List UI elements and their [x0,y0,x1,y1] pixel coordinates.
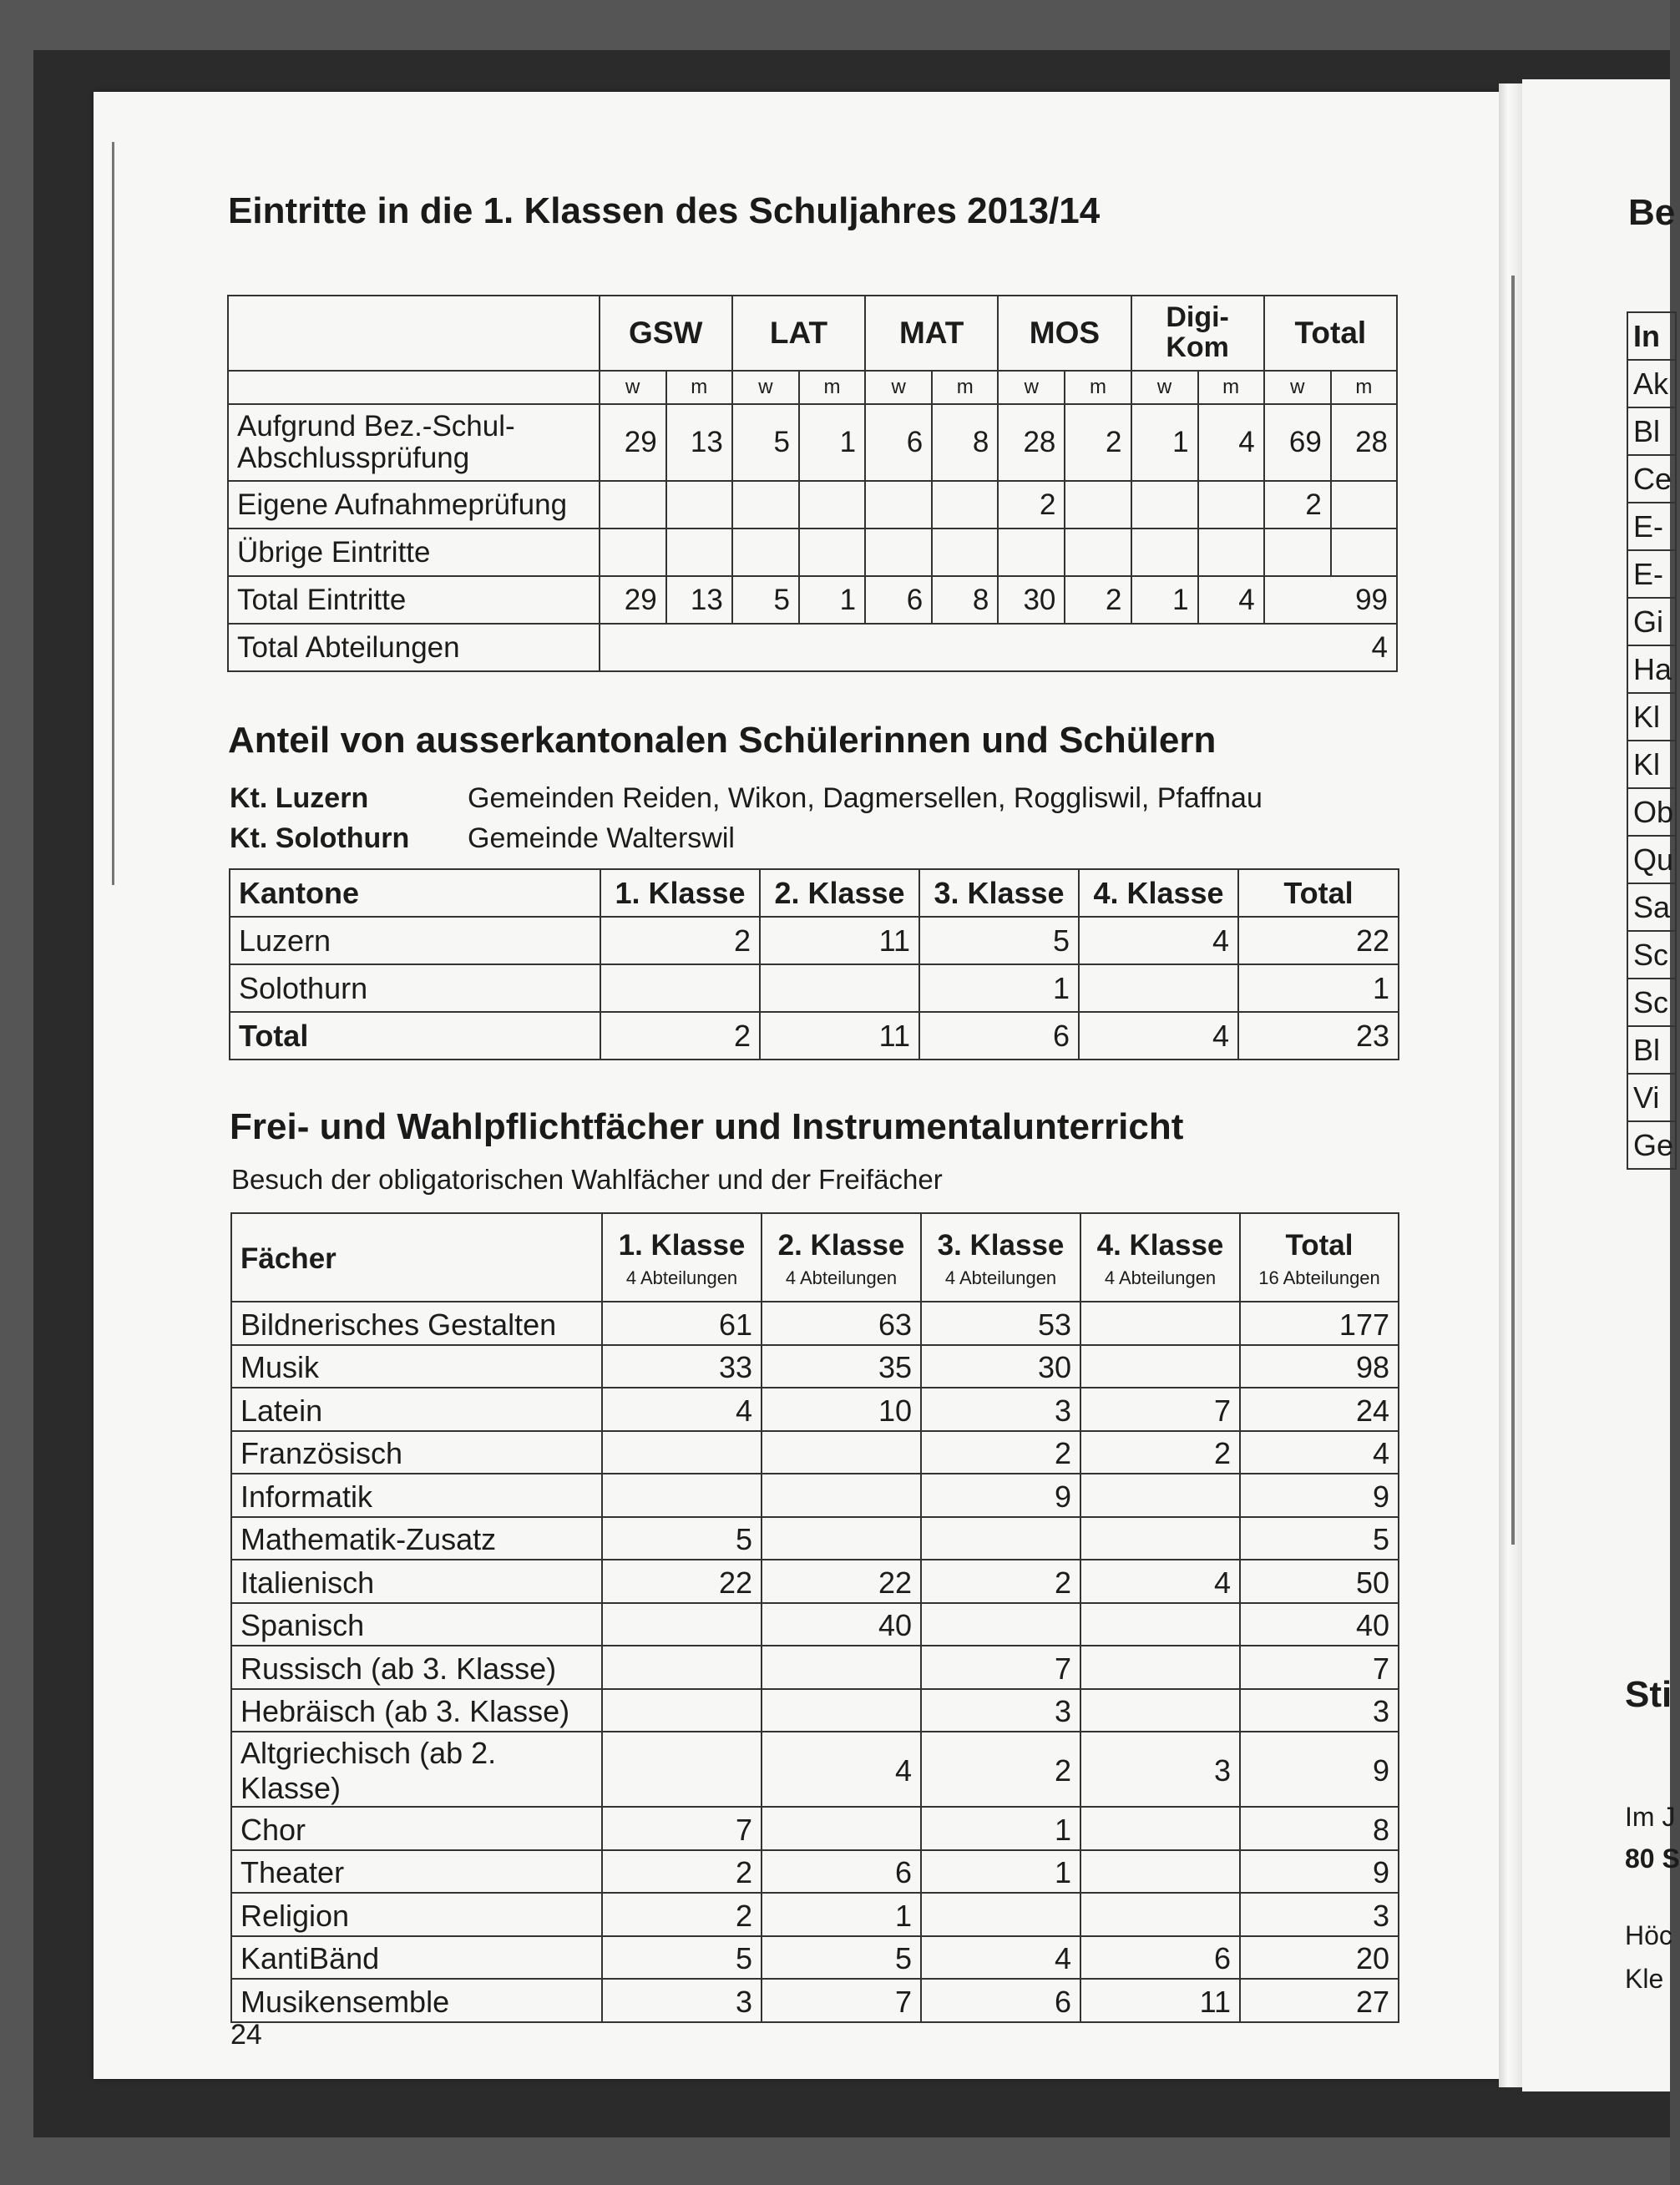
cell: 22 [762,1560,921,1603]
table-row [230,964,1399,1012]
cell: 6 [1080,1936,1240,1980]
cell: 53 [921,1302,1080,1345]
row-label: Chor [231,1807,602,1850]
cell: 2 [1065,404,1131,481]
cell: 22 [602,1560,762,1603]
table-row [228,404,1397,481]
header-class-1 [602,1213,762,1302]
sub-m: m [1331,371,1397,404]
row-label: Latein [231,1388,602,1431]
cell: 63 [762,1302,921,1345]
cell [666,481,732,529]
cell: 1 [921,1807,1080,1850]
cell [921,1603,1080,1646]
cell: Vi [1627,1074,1676,1121]
cell: E- [1627,503,1676,550]
cell: 2 [998,481,1065,529]
cell: 27 [1240,1979,1399,2022]
section3-title: Frei- und Wahlpflichtfächer und Instrumentalunterricht [230,1106,1184,1147]
cell: 1 [762,1893,921,1936]
table-row [1627,1026,1676,1074]
table-row [1627,931,1676,979]
table-row [228,481,1397,529]
row-label: Total Abteilungen [228,624,600,671]
cell: 8 [932,576,998,624]
row-label: Informatik [231,1474,602,1517]
cell: 1 [1131,576,1198,624]
header-total: Total [1264,296,1397,371]
cell: 4 [921,1936,1080,1980]
table-row [1627,979,1676,1026]
cell: 2 [602,1850,762,1894]
cell [1080,1807,1240,1850]
header-label: Total [1285,1229,1354,1262]
cell: 1 [799,576,865,624]
cell: 40 [762,1603,921,1646]
cell: Kl [1627,693,1676,741]
cell [732,481,799,529]
table-header-row [228,296,1397,371]
cell [762,1646,921,1689]
cell: 69 [1264,404,1331,481]
subjects-table [230,1212,1399,2023]
row-label: Spanisch [231,1603,602,1646]
table-row [1627,455,1676,503]
cell [799,481,865,529]
cell: 5 [919,917,1079,964]
cell: 6 [762,1850,921,1894]
header-mos: MOS [998,296,1131,371]
cell: Kl [1627,741,1676,788]
page-number: 24 [230,2019,262,2051]
cell: 28 [1331,404,1397,481]
header-class-3 [921,1213,1080,1302]
cell [1080,1689,1240,1732]
cell: 98 [1240,1345,1399,1388]
row-label: Hebräisch (ab 3. Klasse) [231,1689,602,1732]
sub-m: m [1065,371,1131,404]
row-label: Italienisch [231,1560,602,1603]
table-row [231,1302,1399,1345]
cell: 9 [921,1474,1080,1517]
cell: 2 [1080,1431,1240,1474]
cell: Ak [1627,360,1676,407]
cell: 29 [600,576,666,624]
cell [762,1431,921,1474]
cell [602,1646,762,1689]
table-row [228,576,1397,624]
table-row [1627,883,1676,931]
cell: 9 [1240,1474,1399,1517]
header-empty [228,296,600,371]
header-label: 2. Klasse [777,1229,905,1262]
subjects-table-body [231,1302,1399,2022]
table-row [230,917,1399,964]
cell: 5 [732,404,799,481]
right-page-line: 80 S [1625,1844,1680,1874]
book-gutter [1499,83,1522,2087]
cell: Ha [1627,645,1676,693]
cell [600,481,666,529]
cell [1065,481,1131,529]
cell: 2 [602,1893,762,1936]
header-mat: MAT [865,296,998,371]
table-row [231,1560,1399,1603]
cell: 7 [762,1979,921,2022]
cell: 2 [600,1012,760,1060]
canton-detail: Gemeinde Walterswil [468,822,735,854]
cell: 7 [602,1807,762,1850]
cell: 1 [919,964,1079,1012]
cell: 3 [1240,1689,1399,1732]
cell: 13 [666,404,732,481]
row-label: Religion [231,1893,602,1936]
cell [762,1474,921,1517]
row-label: Französisch [231,1431,602,1474]
header-gsw: GSW [600,296,732,371]
cell: Sc [1627,931,1676,979]
cell: 5 [602,1517,762,1560]
cell: 11 [760,917,919,964]
cell-total-departments: 4 [600,624,1397,671]
table-row [231,1850,1399,1894]
table-row [1627,598,1676,645]
cell: 29 [600,404,666,481]
header-lat: LAT [732,296,865,371]
cell [760,964,919,1012]
cell: 2 [921,1560,1080,1603]
table-row [1627,645,1676,693]
cell [1080,1850,1240,1894]
cell [762,1517,921,1560]
sub-w: w [732,371,799,404]
sub-m: m [1198,371,1264,404]
sub-m: m [666,371,732,404]
row-label: Luzern [230,917,600,964]
cell: 3 [602,1979,762,2022]
cell: 13 [666,576,732,624]
cell: 4 [1080,1560,1240,1603]
header-total [1240,1213,1399,1302]
cell [1080,1517,1240,1560]
cell: Bl [1627,407,1676,455]
cell [602,1431,762,1474]
cell [602,1732,762,1807]
cell [1080,1474,1240,1517]
cell [1079,964,1238,1012]
cell [921,1517,1080,1560]
cell: 11 [1080,1979,1240,2022]
cell: 33 [602,1345,762,1388]
row-label: Theater [231,1850,602,1894]
table-row [1627,788,1676,836]
row-label: Eigene Aufnahmeprüfung [228,481,600,529]
table-row [1627,741,1676,788]
header-class-1: 1. Klasse [600,869,760,917]
cell: 5 [762,1936,921,1980]
table-row [231,1732,1399,1807]
row-label: Musikensemble [231,1979,602,2022]
cell [1080,1302,1240,1345]
cell: 6 [865,576,932,624]
table-row [1627,550,1676,598]
canton-name: Kt. Solothurn [230,822,410,854]
table-row [231,1689,1399,1732]
right-page-heading: Be [1628,192,1676,233]
cell: Ob [1627,788,1676,836]
cell [602,1603,762,1646]
cell: 6 [919,1012,1079,1060]
cell [1080,1603,1240,1646]
header-total: Total [1238,869,1399,917]
cell: 3 [1240,1893,1399,1936]
page-edge-mark [112,142,114,885]
header-class-4 [1080,1213,1240,1302]
header-label: 1. Klasse [618,1229,746,1262]
table-header-row [230,869,1399,917]
cell: 2 [1264,481,1331,529]
header-digikom: Digi-Kom [1131,296,1264,371]
row-label: Total Eintritte [228,576,600,624]
table-row [228,624,1397,671]
cell: 50 [1240,1560,1399,1603]
table-row [1627,360,1676,407]
table-row [1627,693,1676,741]
cell: 4 [1240,1431,1399,1474]
cell: 2 [600,917,760,964]
right-page-line: Im J [1625,1802,1676,1832]
header-sublabel: 4 Abteilungen [944,1267,1057,1288]
cell [1080,1646,1240,1689]
cell: 4 [1198,576,1264,624]
row-label: Musik [231,1345,602,1388]
header-sublabel: 4 Abteilungen [1104,1267,1217,1288]
right-page-line: Höc [1625,1920,1672,1950]
cell: 3 [1080,1732,1240,1807]
table-row [231,1807,1399,1850]
table-row [1627,407,1676,455]
table-row [231,1603,1399,1646]
header-label: 4. Klasse [1096,1229,1224,1262]
cell: 5 [1240,1517,1399,1560]
cell: 8 [1240,1807,1399,1850]
row-label: Mathematik-Zusatz [231,1517,602,1560]
cell: 20 [1240,1936,1399,1980]
cell: 7 [1240,1646,1399,1689]
cell: 1 [1131,404,1198,481]
table-row [1627,503,1676,550]
cell: 4 [1198,404,1264,481]
cell: 4 [1079,917,1238,964]
cell: 6 [921,1979,1080,2022]
table-row [230,1012,1399,1060]
row-label: Russisch (ab 3. Klasse) [231,1646,602,1689]
cell: 8 [932,404,998,481]
table-header-row [231,1213,1399,1302]
cell [1080,1345,1240,1388]
cell: 177 [1240,1302,1399,1345]
header-class-2: 2. Klasse [760,869,919,917]
right-page-table [1627,311,1677,1170]
cell [600,964,760,1012]
header-kantone: Kantone [230,869,600,917]
table-row [231,1474,1399,1517]
header-faecher: Fächer [231,1213,602,1302]
cantons-table [229,868,1399,1060]
table-row [231,1388,1399,1431]
header-label: 3. Klasse [937,1229,1065,1262]
cell [1131,481,1198,529]
canton-luzern-note [230,782,1263,815]
cell: Ce [1627,455,1676,503]
table-row [231,1345,1399,1388]
cell: 7 [921,1646,1080,1689]
cell [602,1474,762,1517]
row-label: Solothurn [230,964,600,1012]
row-label: Aufgrund Bez.-Schul-Abschlussprüfung [228,404,600,481]
cell [1080,1893,1240,1936]
cell: 61 [602,1302,762,1345]
table-row [231,1517,1399,1560]
cell: Gi [1627,598,1676,645]
cell: 9 [1240,1850,1399,1894]
section2-title: Anteil von ausserkantonalen Schülerinnen und Schülern [228,720,1217,761]
right-page-heading-2: Sti [1625,1674,1672,1715]
cell [1198,481,1264,529]
sub-m: m [932,371,998,404]
cell: 3 [921,1689,1080,1732]
cell: 1 [1238,964,1399,1012]
cell-total: 99 [1264,576,1397,624]
cell: 5 [732,576,799,624]
cell: 6 [865,404,932,481]
table-row [231,1646,1399,1689]
header-sublabel: 4 Abteilungen [625,1267,738,1288]
table-row [231,1893,1399,1936]
table-row [1627,1074,1676,1121]
header-sublabel: 4 Abteilungen [785,1267,898,1288]
sub-w: w [865,371,932,404]
cell: 30 [921,1345,1080,1388]
header-sublabel: 16 Abteilungen [1258,1267,1380,1288]
table-row [231,1979,1399,2022]
entries-table [227,295,1398,672]
header-class-3: 3. Klasse [919,869,1079,917]
cell: 40 [1240,1603,1399,1646]
section1-title: Eintritte in die 1. Klassen des Schuljahres 2013/14 [228,190,1101,231]
cell: 35 [762,1345,921,1388]
cell: 4 [1079,1012,1238,1060]
cell: 3 [921,1388,1080,1431]
cell: E- [1627,550,1676,598]
cell [921,1893,1080,1936]
cell: 23 [1238,1012,1399,1060]
right-page-line: Kle [1625,1964,1664,1994]
cell: Ge [1627,1121,1676,1169]
table-row [231,1936,1399,1980]
row-label: Total [230,1012,600,1060]
gutter-mark [1511,276,1515,1545]
cell [602,1689,762,1732]
header-class-4: 4. Klasse [1079,869,1238,917]
cell [865,481,932,529]
sub-m: m [799,371,865,404]
subheader-empty [228,371,600,404]
cell [762,1807,921,1850]
cell: 2 [921,1732,1080,1807]
cell: 9 [1240,1732,1399,1807]
cell [1331,481,1397,529]
cell: 10 [762,1388,921,1431]
cell: Qu [1627,836,1676,883]
table-row [1627,312,1676,360]
cell: 2 [1065,576,1131,624]
cell: Bl [1627,1026,1676,1074]
table-row [1627,836,1676,883]
row-label: KantiBänd [231,1936,602,1980]
row-label: Bildnerisches Gestalten [231,1302,602,1345]
sub-w: w [600,371,666,404]
cell: 4 [602,1388,762,1431]
section3-subtitle: Besuch der obligatorischen Wahlfächer und der Freifächer [231,1164,943,1195]
header-class-2 [762,1213,921,1302]
canton-solothurn-note [230,822,735,855]
row-label: Übrige Eintritte [228,529,600,576]
cell [932,481,998,529]
cell: 1 [799,404,865,481]
cell: Sa [1627,883,1676,931]
cell: In [1627,312,1676,360]
cell: 7 [1080,1388,1240,1431]
canton-detail: Gemeinden Reiden, Wikon, Dagmersellen, Roggliswil, Pfaffnau [468,782,1263,814]
canton-name: Kt. Luzern [230,782,369,814]
sub-w: w [998,371,1065,404]
subheader-row [228,371,1397,404]
row-label: Altgriechisch (ab 2. Klasse) [231,1732,602,1807]
table-row [1627,1121,1676,1169]
cell: 24 [1240,1388,1399,1431]
cell: 30 [998,576,1065,624]
sub-w: w [1264,371,1331,404]
sub-w: w [1131,371,1198,404]
cell: 1 [921,1850,1080,1894]
cell: 4 [762,1732,921,1807]
table-row [231,1431,1399,1474]
cell: 2 [921,1431,1080,1474]
cell: Sc [1627,979,1676,1026]
table-row [228,529,1397,576]
cell: 11 [760,1012,919,1060]
cell: 5 [602,1936,762,1980]
cell: 22 [1238,917,1399,964]
cell: 28 [998,404,1065,481]
cell [762,1689,921,1732]
